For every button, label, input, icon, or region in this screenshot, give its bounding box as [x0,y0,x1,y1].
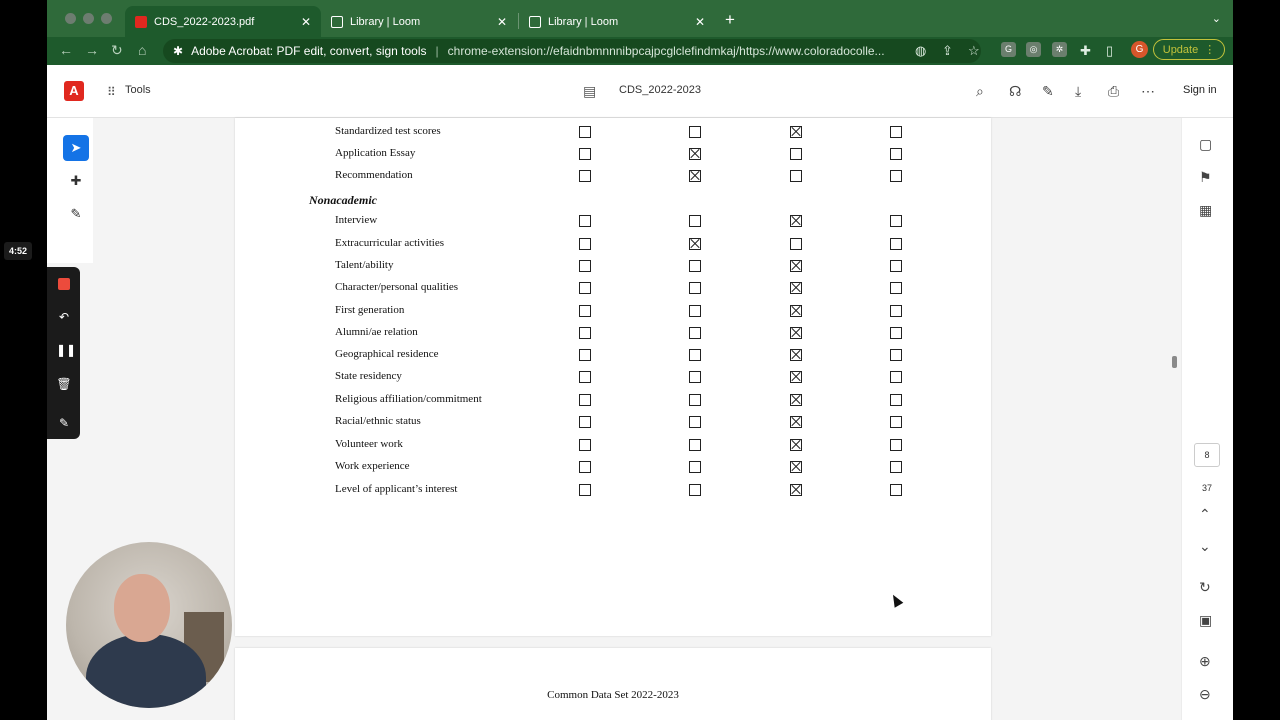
download-icon[interactable]: ⤓ [1075,83,1082,99]
checkbox [890,327,902,339]
draw-pencil-icon[interactable]: ✎ [58,416,70,430]
add-comment-icon[interactable]: ✚ [70,173,82,188]
next-page-chevron-down-icon[interactable]: ⌄ [1199,538,1211,554]
checkbox [579,170,591,182]
comments-icon[interactable]: ▢ [1199,136,1213,152]
grammarly-extension-icon[interactable]: G [1001,42,1016,57]
loom-recording-controls [47,267,80,439]
checkbox [689,260,701,272]
checkbox [890,349,902,361]
acrobat-tool-rail [47,118,93,263]
criterion-label: State residency [335,370,402,382]
checked-checkbox [689,148,701,160]
checkbox [790,238,802,250]
checkbox [579,126,591,138]
checkbox [689,371,701,383]
previous-page-chevron-up-icon[interactable]: ⌃ [1199,506,1211,522]
criterion-label: Work experience [335,460,410,472]
checkbox [890,170,902,182]
fill-sign-icon[interactable]: ✎ [1042,83,1054,99]
loom-icon [331,16,343,28]
close-tab-icon[interactable]: ✕ [300,14,311,29]
checkbox [689,327,701,339]
checkbox [579,215,591,227]
checkbox [579,260,591,272]
scrollbar-thumb[interactable] [1172,356,1177,368]
bookmark-star-icon[interactable]: ☆ [968,43,980,58]
page-total: 37 [1201,483,1212,493]
criterion-label: Standardized test scores [335,125,441,137]
home-icon[interactable]: ⌂ [138,42,147,58]
zoom-out-icon[interactable]: ⊖ [1199,686,1211,702]
close-window-button[interactable] [65,13,76,24]
rotate-refresh-icon[interactable]: ↻ [1199,579,1211,595]
checked-checkbox [790,394,802,406]
tab-title: Library | Loom [548,15,619,28]
checkbox [579,371,591,383]
criterion-label: Extracurricular activities [335,237,445,249]
criterion-label: Alumni/ae relation [335,326,418,338]
minimize-window-button[interactable] [83,13,94,24]
checkbox [579,416,591,428]
checkbox [579,439,591,451]
criterion-label: Level of applicant’s interest [335,483,458,495]
checkbox [689,126,701,138]
page-footer: Common Data Set 2022-2023 [547,689,679,701]
extension-puzzle-icon: ✱ [173,44,184,58]
tab-strip [47,0,1233,37]
close-tab-icon[interactable]: ✕ [496,14,507,29]
acrobat-right-rail [1181,118,1233,720]
checkbox [890,148,902,160]
checkbox [890,439,902,451]
back-arrow-icon[interactable]: ← [59,42,73,58]
kebab-menu-icon: ⋮ [1204,44,1216,56]
loom-icon [529,16,541,28]
checked-checkbox [689,170,701,182]
checkbox [790,148,802,160]
checkbox [689,394,701,406]
checkbox [579,461,591,473]
update-button[interactable] [1153,39,1225,60]
extensions-puzzle-icon[interactable]: ✚ [1080,43,1091,58]
checkbox [579,394,591,406]
checkbox [689,439,701,451]
tab-search-chevron-icon[interactable]: ⌄ [1211,13,1221,25]
checked-checkbox [790,327,802,339]
select-cursor-icon[interactable]: ➤ [63,135,89,161]
checkbox [579,349,591,361]
acrobat-logo-icon[interactable]: A [64,81,84,101]
criterion-label: First generation [335,304,405,316]
checkbox [890,282,902,294]
update-label: Update [1162,43,1199,56]
loom-timer: 4:52 [4,242,32,260]
criterion-label: Geographical residence [335,348,439,360]
tab-loom-library-2[interactable] [519,6,715,37]
criterion-label: Talent/ability [335,259,394,271]
print-icon[interactable]: ⎙ [1108,83,1120,99]
checkbox [890,416,902,428]
tab-loom-library-1[interactable] [321,6,517,37]
checkbox [579,327,591,339]
close-tab-icon[interactable]: ✕ [694,14,705,29]
document-title: CDS_2022-2023 [619,84,701,96]
checked-checkbox [790,484,802,496]
new-tab-plus-icon[interactable]: + [725,10,735,29]
criterion-label: Interview [335,214,378,226]
criterion-label: Racial/ethnic status [335,415,421,427]
checkbox [579,238,591,250]
checkbox [689,215,701,227]
checkbox [890,238,902,250]
checkbox [890,215,902,227]
checkbox [689,305,701,317]
maximize-window-button[interactable] [101,13,112,24]
checked-checkbox [790,282,802,294]
checkbox [890,394,902,406]
forward-arrow-icon[interactable]: → [85,42,99,58]
stop-recording-button[interactable] [58,278,70,290]
checkbox [890,126,902,138]
undo-restart-icon[interactable]: ↶ [58,310,70,324]
document-panel-icon[interactable]: ▤ [583,83,597,99]
checkbox [890,260,902,272]
acrobat-pdf-icon [135,16,147,28]
tab-title: CDS_2022-2023.pdf [154,15,255,28]
thumbnails-grid-icon[interactable]: ▦ [1199,202,1213,218]
checkbox [689,416,701,428]
pdf-page [235,118,991,636]
address-bar[interactable] [163,39,981,63]
tools-button[interactable]: Tools [125,84,151,96]
checked-checkbox [790,439,802,451]
checkbox [579,305,591,317]
search-icon[interactable]: ⌕ [976,83,984,99]
webcam-bubble[interactable] [66,542,232,708]
profile-avatar[interactable]: G [1131,41,1148,58]
current-page-input[interactable]: 8 [1194,443,1220,467]
checkbox [689,461,701,473]
url-text: chrome-extension://efaidnbmnnnibpcajpcglclefindmkaj/https://www.coloradocolle... [447,44,885,58]
tab-cds-pdf[interactable] [125,6,321,37]
more-options-icon[interactable]: ⋯ [1141,83,1155,99]
trash-icon[interactable]: 🗑 [56,377,72,391]
zoom-in-icon[interactable]: ⊕ [1199,653,1211,669]
checked-checkbox [790,416,802,428]
checked-checkbox [790,215,802,227]
criterion-label: Volunteer work [335,438,403,450]
checkbox [689,484,701,496]
checkbox [579,282,591,294]
section-heading: Nonacademic [309,193,377,207]
openai-extension-icon[interactable]: ◎ [1026,42,1041,57]
checkbox [579,148,591,160]
checkbox [790,170,802,182]
sign-in-link[interactable]: Sign in [1183,84,1217,96]
criterion-label: Character/personal qualities [335,281,459,293]
draw-pen-icon[interactable]: ✎ [70,206,82,221]
acrobat-header [47,65,1233,118]
checked-checkbox [790,461,802,473]
checked-checkbox [790,305,802,317]
checkbox [890,484,902,496]
page-settings-icon[interactable]: ▣ [1199,612,1213,628]
checkbox [689,282,701,294]
webcam-person [114,574,170,642]
reload-icon[interactable]: ↻ [111,42,123,58]
checkbox [689,349,701,361]
grid-apps-icon[interactable]: ⠿ [107,85,116,99]
bookmarks-icon[interactable]: ⚑ [1199,169,1212,185]
checked-checkbox [790,349,802,361]
checkbox [890,371,902,383]
checkbox [579,484,591,496]
checked-checkbox [689,238,701,250]
side-panel-icon[interactable]: ▯ [1106,43,1114,58]
omnibox-divider: | [435,44,439,58]
criterion-label: Application Essay [335,147,416,159]
site-title: Adobe Acrobat: PDF edit, convert, sign tools [191,44,427,58]
share-icon[interactable]: ⇪ [942,43,953,58]
pdf-page-next [235,648,991,720]
pause-icon[interactable]: ❚❚ [56,343,77,357]
read-aloud-headphones-icon[interactable]: ☊ [1009,83,1022,99]
criterion-label: Religious affiliation/commitment [335,393,482,405]
loom-extension-icon[interactable]: ✲ [1052,42,1067,57]
google-lens-icon[interactable]: ◍ [915,43,927,58]
criterion-label: Recommendation [335,169,413,181]
checked-checkbox [790,126,802,138]
checked-checkbox [790,260,802,272]
tab-title: Library | Loom [350,15,421,28]
webcam-person [86,634,206,708]
checkbox [890,305,902,317]
checkbox [890,461,902,473]
checked-checkbox [790,371,802,383]
